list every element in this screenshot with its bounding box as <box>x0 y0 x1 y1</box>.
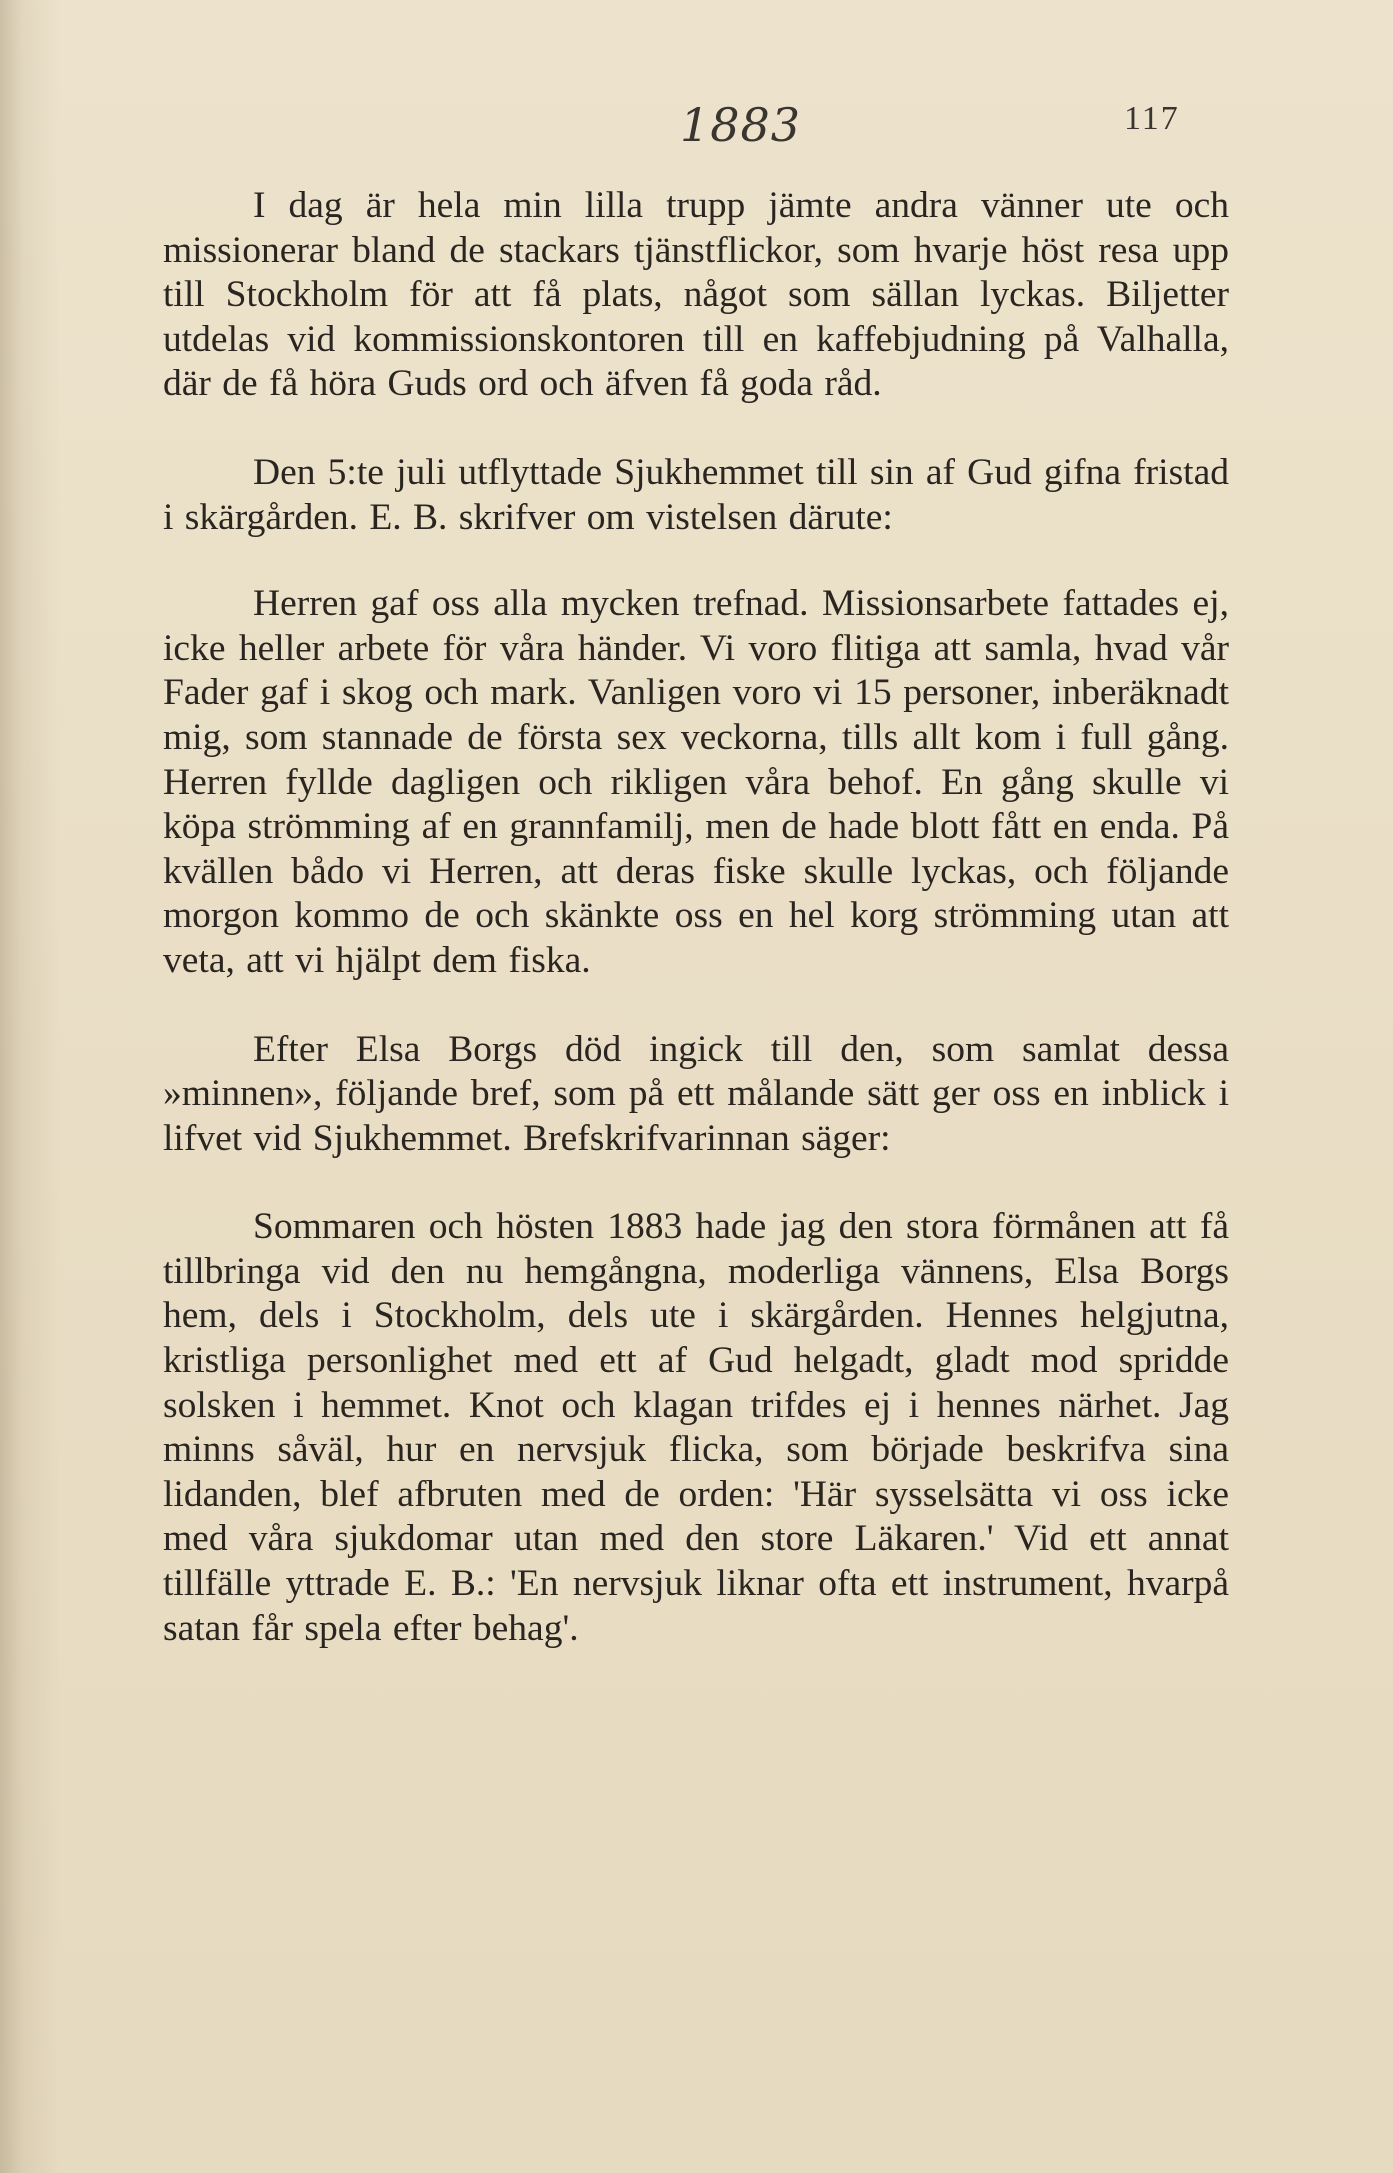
paragraph-quote-summer: Herren gaf oss alla mycken trefnad. Missionsarbete fattades ej, icke heller arbete för våra händer. Vi voro flitiga att samla, hvad vår Fader gaf i skog och mark. Vanligen voro vi 15 personer, inberäknadt mig, som stannade de första sex veckorna, tills allt kom i full gång. Herren fyllde dagligen och rikligen våra behof. En gång skulle vi köpa strömming af en grannfamilj, men de hade blott fått en enda. På kvällen bådo vi Herren, att deras fiske skulle lyckas, och följande morgon kommo de och skänkte oss en hel korg strömming utan att veta, att vi hjälpt dem fiska. <box>163 583 1229 981</box>
handwritten-year-note: 1883 <box>680 98 802 152</box>
page-number: 117 <box>1124 100 1180 137</box>
paragraph-mission: I dag är hela min lilla trupp jämte andra vänner ute och missionerar bland de stackars tjänstflickor, som hvarje höst resa upp till Stockholm för att få plats, något som sällan lyckas. Biljetter utdelas vid kommissionskontoren till en kaffebjudning på Valhalla, där de få höra Guds ord och äfven få goda råd. <box>163 185 1229 405</box>
paragraph-letter-intro: Efter Elsa Borgs död ingick till den, som samlat dessa »minnen», följande bref, som på ett målande sätt ger oss en inblick i lifvet vid Sjukhemmet. Brefskrifvarinnan säger: <box>163 1028 1229 1159</box>
body-text <box>163 184 1229 1651</box>
paragraph-relocation: Den 5:te juli utflyttade Sjukhemmet till sin af Gud gifna fristad i skärgården. E. B. skrifver om vistelsen därute: <box>163 451 1229 538</box>
paragraph-letter: Sommaren och hösten 1883 hade jag den stora förmånen att få tillbringa vid den nu hemgångna, moderliga vännens, Elsa Borgs hem, dels i Stockholm, dels ute i skärgården. Hennes helgjutna, kristliga personlighet med ett af Gud helgadt, gladt mod spridde solsken i hemmet. Knot och klagan trifdes ej i hennes närhet. Jag minns såväl, hur en nervsjuk flicka, som började beskrifva sina lidanden, blef afbruten med de orden: 'Här sysselsätta vi oss icke med våra sjukdomar utan med den store Läkaren.' Vid ett annat tillfälle yttrade E. B.: 'En nervsjuk liknar ofta ett instrument, hvarpå satan får spela efter behag'. <box>163 1206 1229 1649</box>
